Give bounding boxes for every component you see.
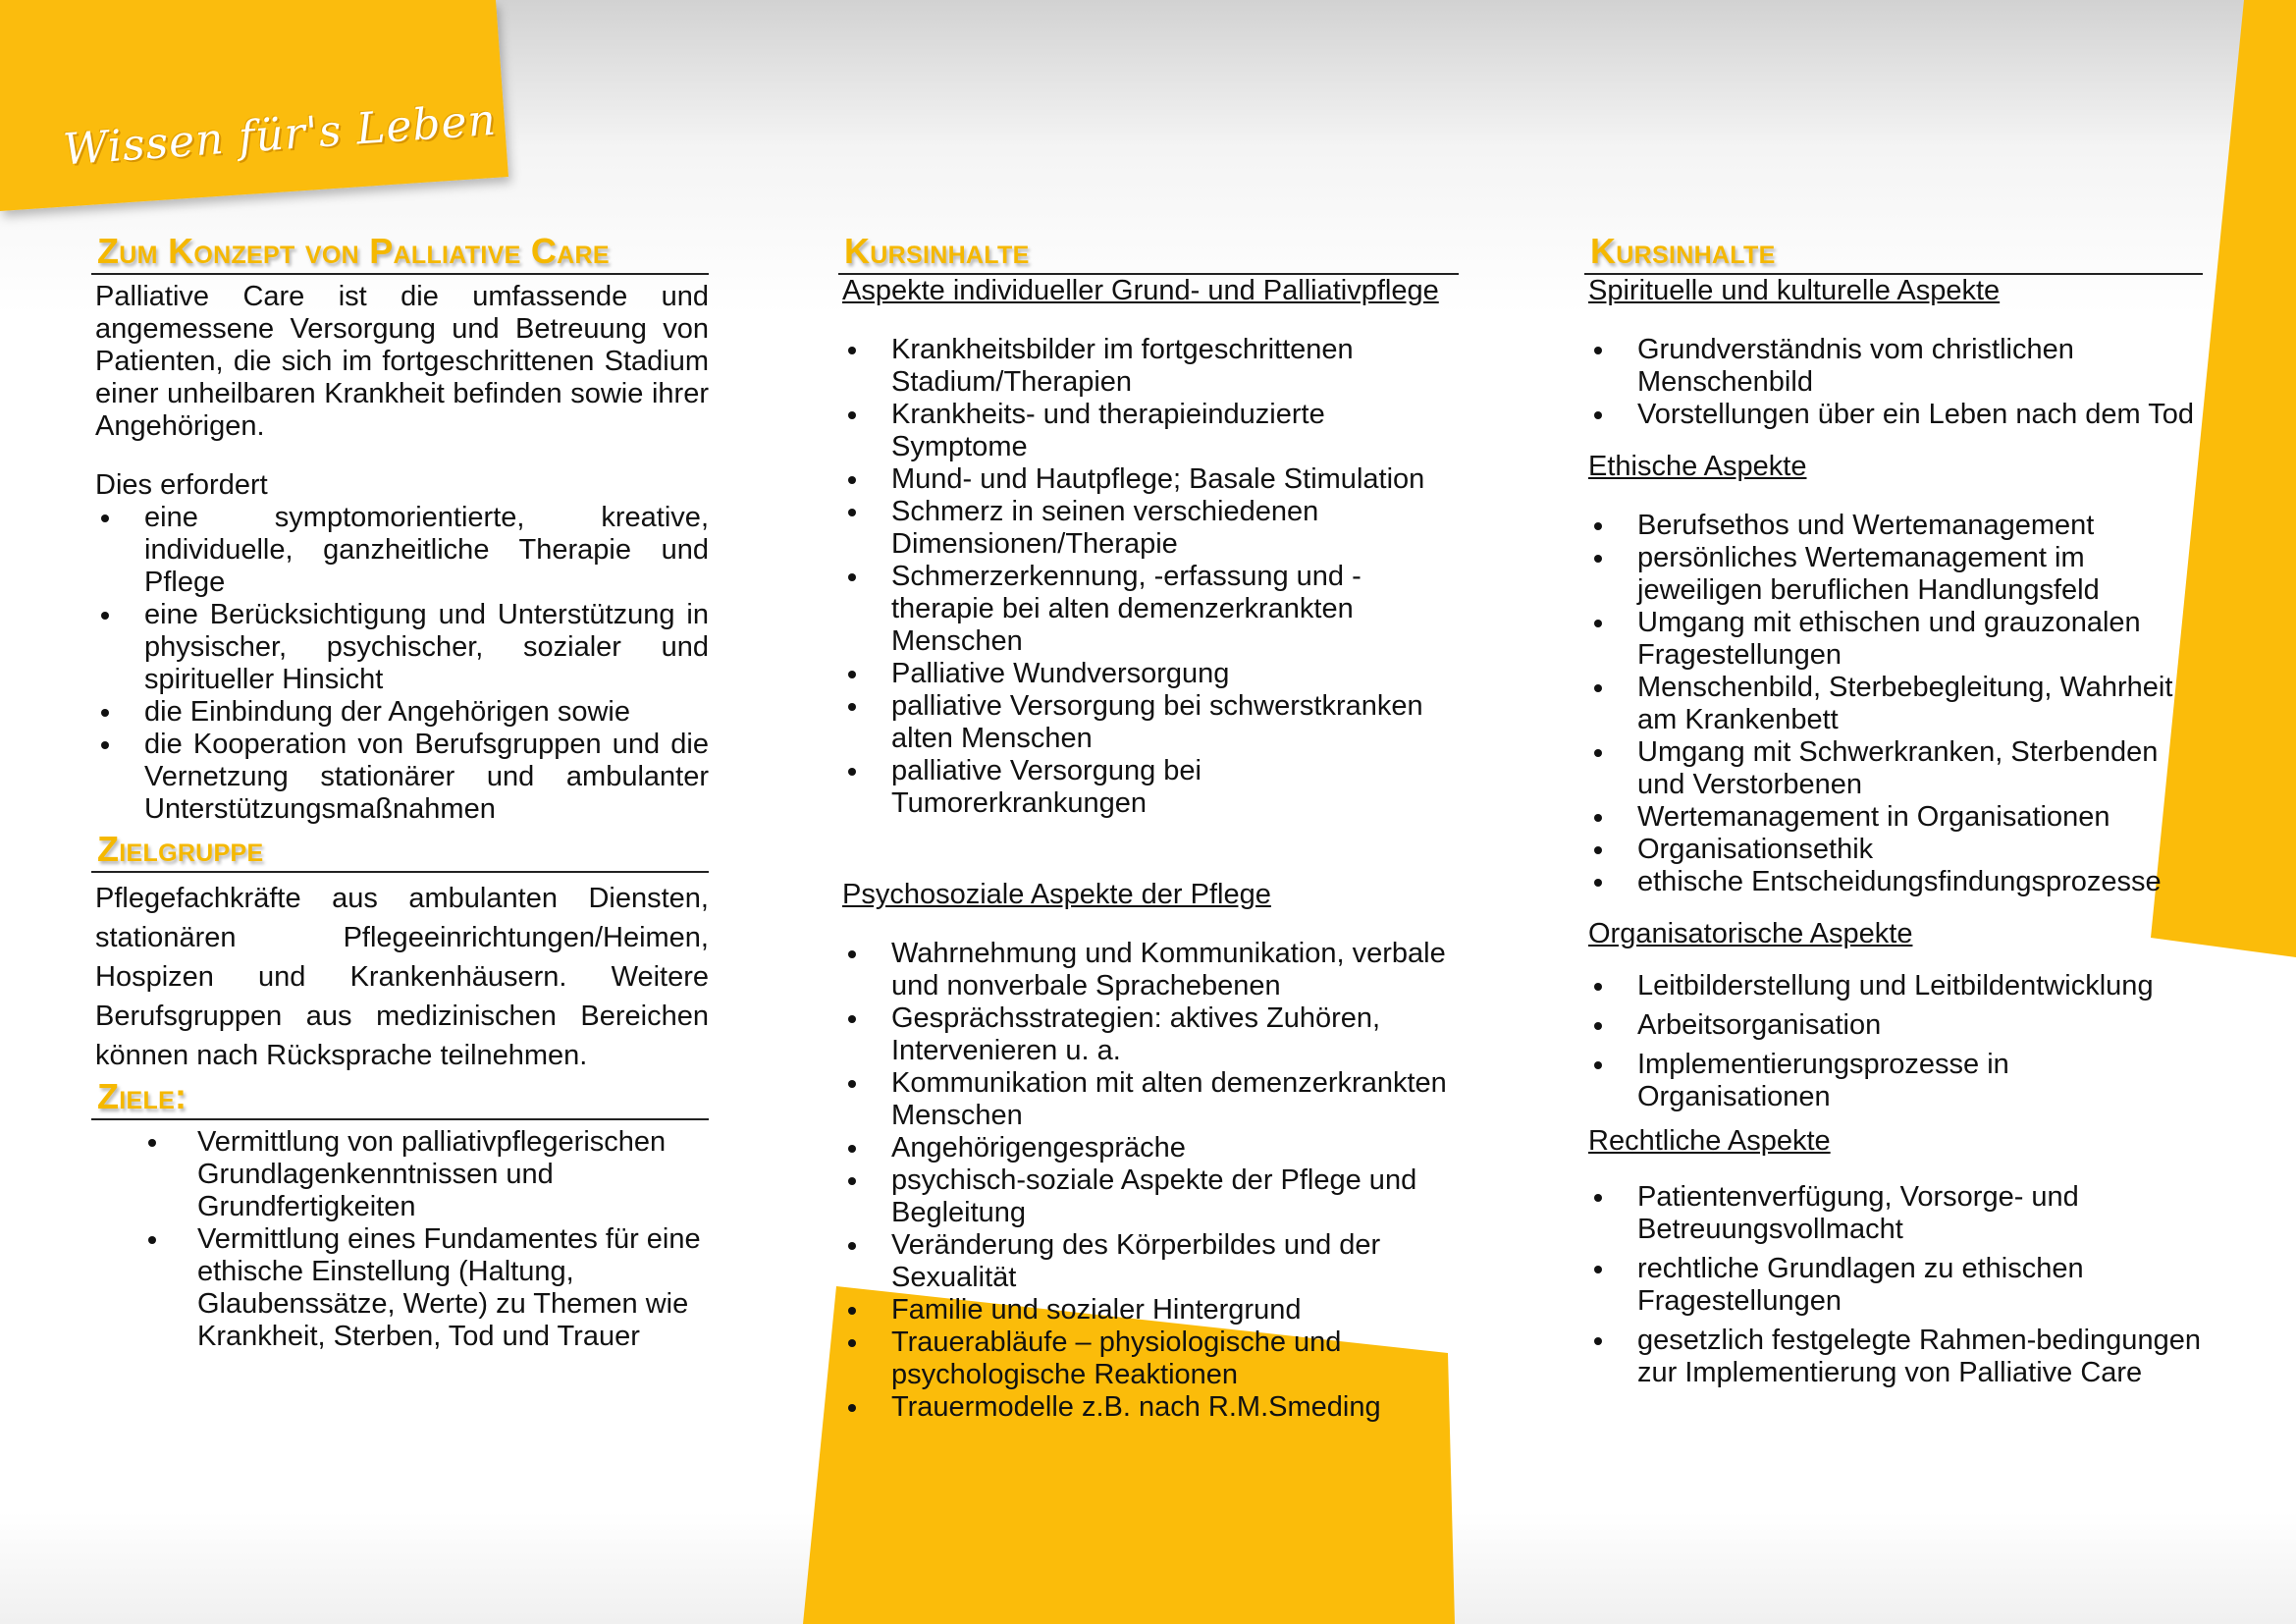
list-item: Palliative Wundversorgung <box>842 658 1459 690</box>
psychosozial-list <box>842 938 1459 1424</box>
list-item: palliative Versorgung bei schwerstkranken alten Menschen <box>842 690 1459 755</box>
divider <box>91 1118 709 1120</box>
list-item: Wertemanagement in Organisationen <box>1588 801 2203 834</box>
list-item: Veränderung des Körperbildes und der Sexualität <box>842 1229 1459 1294</box>
list-item: Umgang mit ethischen und grauzonalen Fragestellungen <box>1588 607 2203 672</box>
list-item: Organisationsethik <box>1588 834 2203 866</box>
erfordert-label: Dies erfordert <box>95 469 268 501</box>
list-item: Kommunikation mit alten demenzerkrankten Menschen <box>842 1067 1459 1132</box>
list-item: Vermittlung eines Fundamentes für eine ethische Einstellung (Haltung, Glaubenssätze, Werte) zu Themen wie Krankheit, Sterben, Tod und Trauer <box>95 1223 709 1353</box>
subheading-ethisch: Ethische Aspekte <box>1588 451 1807 482</box>
rechtlich-list <box>1588 1181 2203 1389</box>
heading-konzept: Zum Konzept von Palliative Care <box>97 231 610 271</box>
list-item: persönliches Wertemanagement im jeweiligen beruflichen Handlungsfeld <box>1588 542 2203 607</box>
organisatorisch-list <box>1588 970 2203 1113</box>
subheading-rechtlich: Rechtliche Aspekte <box>1588 1125 1831 1157</box>
column-right <box>1588 232 2203 1396</box>
divider <box>91 273 709 275</box>
list-item: Schmerzerkennung, -erfassung und -therapie bei alten demenzerkrankten Menschen <box>842 561 1459 658</box>
heading-zielgruppe: Zielgruppe <box>97 829 264 869</box>
subheading-organisatorisch: Organisatorische Aspekte <box>1588 918 1913 949</box>
list-item: eine symptomorientierte, kreative, individuelle, ganzheitliche Therapie und Pflege <box>95 502 709 599</box>
subheading-grundpflege: Aspekte individueller Grund- und Palliativpflege <box>842 275 1439 306</box>
list-item: die Kooperation von Berufsgruppen und die Vernetzung stationärer und ambulanter Unterstützungsmaßnahmen <box>95 729 709 826</box>
ethisch-list <box>1588 510 2203 898</box>
list-item: palliative Versorgung bei Tumorerkrankungen <box>842 755 1459 820</box>
list-item: die Einbindung der Angehörigen sowie <box>95 696 709 729</box>
list-item: Angehörigengespräche <box>842 1132 1459 1164</box>
subheading-psychosozial: Psychosoziale Aspekte der Pflege <box>842 879 1271 910</box>
list-item: Menschenbild, Sterbebegleitung, Wahrheit am Krankenbett <box>1588 672 2203 736</box>
grundpflege-list <box>842 334 1459 820</box>
divider <box>91 871 709 873</box>
column-middle <box>842 232 1459 1424</box>
erfordert-list <box>95 502 709 826</box>
list-item: Krankheitsbilder im fortgeschrittenen Stadium/Therapien <box>842 334 1459 399</box>
logo-text: Wissen für's Leben <box>61 94 499 176</box>
list-item: Leitbilderstellung und Leitbildentwicklung <box>1588 970 2203 1002</box>
list-item: Schmerz in seinen verschiedenen Dimensionen/Therapie <box>842 496 1459 561</box>
list-item: Grundverständnis vom christlichen Menschenbild <box>1588 334 2203 399</box>
list-item: gesetzlich festgelegte Rahmen-bedingungen zur Implementierung von Palliative Care <box>1588 1325 2203 1389</box>
list-item: Trauermodelle z.B. nach R.M.Smeding <box>842 1391 1459 1424</box>
list-item: Gesprächsstrategien: aktives Zuhören, Intervenieren u. a. <box>842 1002 1459 1067</box>
list-item: Vorstellungen über ein Leben nach dem Tod <box>1588 399 2203 431</box>
list-item: Arbeitsorganisation <box>1588 1009 2203 1042</box>
heading-ziele: Ziele: <box>97 1076 187 1116</box>
konzept-text: Palliative Care ist die umfassende und angemessene Versorgung und Betreuung von Patienten, die sich im fortgeschrittenen Stadium einer unheilbaren Krankheit befinden sowie ihrer Angehörigen. <box>95 281 709 442</box>
ziele-list <box>95 1126 709 1353</box>
heading-kursinhalte: Kursinhalte <box>1590 231 1776 271</box>
list-item: Implementierungsprozesse in Organisationen <box>1588 1049 2203 1113</box>
list-item: Berufsethos und Wertemanagement <box>1588 510 2203 542</box>
list-item: Krankheits- und therapieinduzierte Symptome <box>842 399 1459 463</box>
list-item: Familie und sozialer Hintergrund <box>842 1294 1459 1326</box>
spirituell-list <box>1588 334 2203 431</box>
heading-kursinhalte: Kursinhalte <box>844 231 1030 271</box>
list-item: rechtliche Grundlagen zu ethischen Fragestellungen <box>1588 1253 2203 1318</box>
list-item: Wahrnehmung und Kommunikation, verbale und nonverbale Sprachebenen <box>842 938 1459 1002</box>
list-item: psychisch-soziale Aspekte der Pflege und Begleitung <box>842 1164 1459 1229</box>
list-item: Vermittlung von palliativpflegerischen Grundlagenkenntnissen und Grundfertigkeiten <box>95 1126 709 1223</box>
list-item: Mund- und Hautpflege; Basale Stimulation <box>842 463 1459 496</box>
list-item: Trauerabläufe – physiologische und psychologische Reaktionen <box>842 1326 1459 1391</box>
list-item: eine Berücksichtigung und Unterstützung in physischer, psychischer, sozialer und spiritueller Hinsicht <box>95 599 709 696</box>
subheading-spirituell: Spirituelle und kulturelle Aspekte <box>1588 275 2001 306</box>
list-item: Patientenverfügung, Vorsorge- und Betreuungsvollmacht <box>1588 1181 2203 1246</box>
zielgruppe-text: Pflegefachkräfte aus ambulanten Diensten, stationären Pflegeeinrichtungen/Heimen, Hospizen und Krankenhäusern. Weitere Berufsgruppen aus medizinischen Bereichen können nach Rücksprache teilnehmen. <box>95 883 709 1071</box>
list-item: Umgang mit Schwerkranken, Sterbenden und Verstorbenen <box>1588 736 2203 801</box>
column-left <box>95 232 709 1353</box>
list-item: ethische Entscheidungsfindungsprozesse <box>1588 866 2203 898</box>
